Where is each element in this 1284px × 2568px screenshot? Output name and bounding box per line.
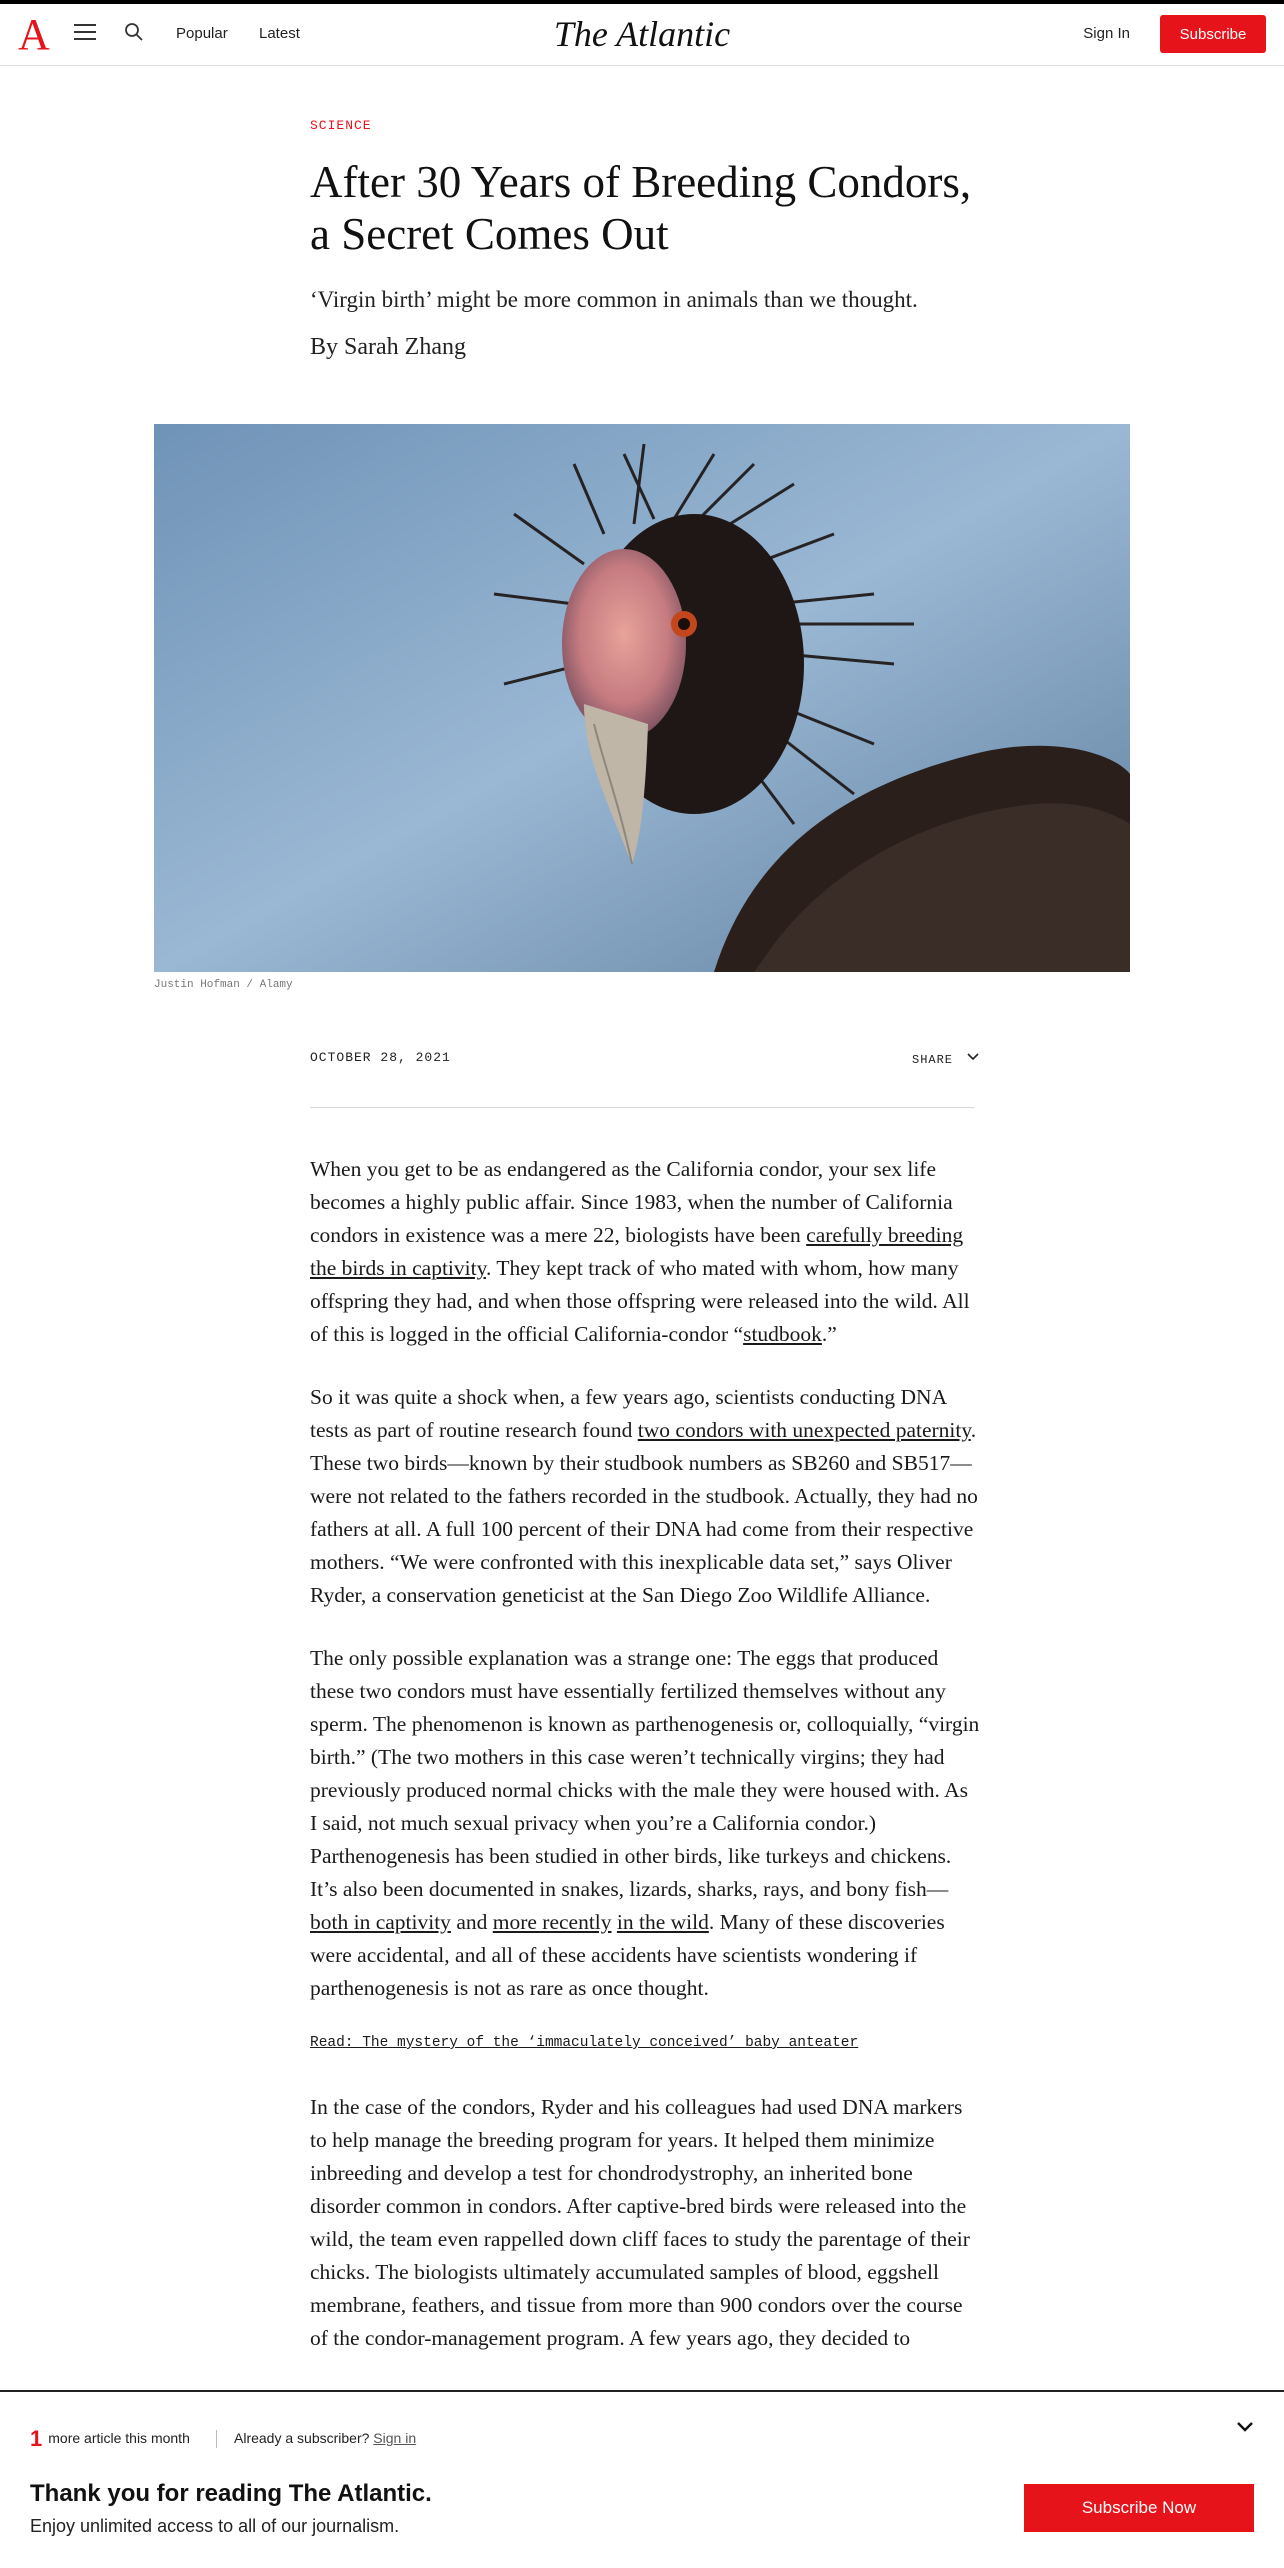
- article-count-text: more article this month: [48, 2430, 190, 2446]
- subscribe-button[interactable]: Subscribe: [1160, 15, 1266, 53]
- paragraph-4: In the case of the condors, Ryder and his colleagues had used DNA markers to help manage the breeding program for years. It helped them minimize inbreeding and develop a test for chondrodystrophy, an inherited bone disorder common in condors. After captive-bred birds were released into the wild, the team even rappelled down cliff faces to study the parentage of their chicks. The biologists ultimately accumulated samples of blood, eggshell membrane, feathers, and tissue from more than 900 condors over the course of the condor-management program. A few years ago, they decided to: [310, 2095, 970, 2350]
- atlantic-a-logo[interactable]: A: [18, 10, 50, 59]
- link-breeding-captivity[interactable]: carefully breeding the birds in captivity: [310, 1223, 964, 1280]
- article-count: [30, 2426, 190, 2452]
- paywall-banner: [0, 2390, 1284, 2568]
- headline-line-1: After 30 Years of Breeding Condors,: [310, 157, 972, 207]
- section-label[interactable]: SCIENCE: [310, 118, 372, 133]
- link-unexpected-paternity[interactable]: two condors with unexpected paternity: [637, 1418, 971, 1442]
- link-studbook[interactable]: studbook: [743, 1322, 822, 1346]
- chevron-down-icon[interactable]: [1234, 2416, 1258, 2440]
- chevron-down-icon: [967, 1051, 979, 1065]
- paragraph-3: The only possible explanation was a strange one: The eggs that produced these two condors must have essentially fertilized themselves without any sperm. The phenomenon is known as parthenogenesis or, colloquially, “virgin birth.” (The two mothers in this case weren’t technically virgins; they had previously produced normal chicks with the male they were housed with. As I said, not much sexual privacy when you’re a California condor.) Parthenogenesis has been studied in other birds, like turkeys and chickens. It’s also been documented in snakes, lizards, sharks, rays, and bony fish—both in captivity and more recently in the wild. Many of these discoveries were accidental, and all of these accidents have scientists wondering if parthenogenesis is not as rare as once thought.: [310, 1646, 980, 2000]
- banner-sign-in-link[interactable]: Sign in: [373, 2430, 417, 2446]
- banner-title: Thank you for reading The Atlantic.: [30, 2480, 432, 2507]
- article-count-number: 1: [30, 2426, 43, 2451]
- divider: [310, 1107, 974, 1108]
- article-headline: [310, 156, 1010, 260]
- masthead-logo[interactable]: The Atlantic: [553, 14, 731, 54]
- share-label: SHARE: [912, 1053, 954, 1067]
- already-subscriber: Already a subscriber? Sign in: [234, 2430, 417, 2446]
- headline-line-2: a Secret Comes Out: [310, 209, 669, 259]
- paragraph-2: So it was quite a shock when, a few years ago, scientists conducting DNA tests as part of routine research found two condors with unexpected paternity. These two birds—known by their studbook numbers as SB260 and SB517—were not related to the fathers recorded in the studbook. Actually, they had no fathers at all. A full 100 percent of their DNA had come from their respective mothers. “We were confronted with this inexplicable data set,” says Oliver Ryder, a conservation geneticist at the San Diego Zoo Wildlife Alliance.: [310, 1385, 978, 1607]
- condor-lead-image: [154, 424, 1130, 972]
- publish-date: OCTOBER 28, 2021: [310, 1050, 451, 1065]
- sign-in-link[interactable]: Sign In: [1083, 25, 1130, 42]
- related-read-link[interactable]: Read: The mystery of the ‘immaculately conceived’ baby anteater: [310, 2035, 859, 2051]
- banner-divider: [216, 2430, 217, 2448]
- subscribe-now-button[interactable]: Subscribe Now: [1024, 2484, 1254, 2532]
- site-header: [0, 4, 1284, 66]
- nav-latest[interactable]: Latest: [259, 25, 300, 42]
- banner-subtitle: Enjoy unlimited access to all of our journalism.: [30, 2516, 400, 2536]
- nav-popular[interactable]: Popular: [176, 25, 228, 42]
- image-credit: Justin Hofman / Alamy: [154, 979, 293, 991]
- share-button[interactable]: [912, 1051, 979, 1067]
- byline[interactable]: By Sarah Zhang: [310, 334, 466, 360]
- link-more-recently[interactable]: more recently: [492, 1910, 612, 1934]
- link-in-the-wild[interactable]: in the wild: [616, 1910, 709, 1934]
- article-dek: ‘Virgin birth’ might be more common in animals than we thought.: [310, 287, 918, 312]
- paragraph-1: When you get to be as endangered as the California condor, your sex life becomes a highly public affair. Since 1983, when the number of California condors in existence was a mere 22, biologists have been carefully breeding the birds in captivity. They kept track of who mated with whom, how many offspring they had, and when those offspring were released into the wild. All of this is logged in the official California-condor “studbook.”: [310, 1157, 970, 1346]
- article-body: [310, 1153, 980, 2385]
- link-both-in-captivity[interactable]: both in captivity: [310, 1910, 451, 1934]
